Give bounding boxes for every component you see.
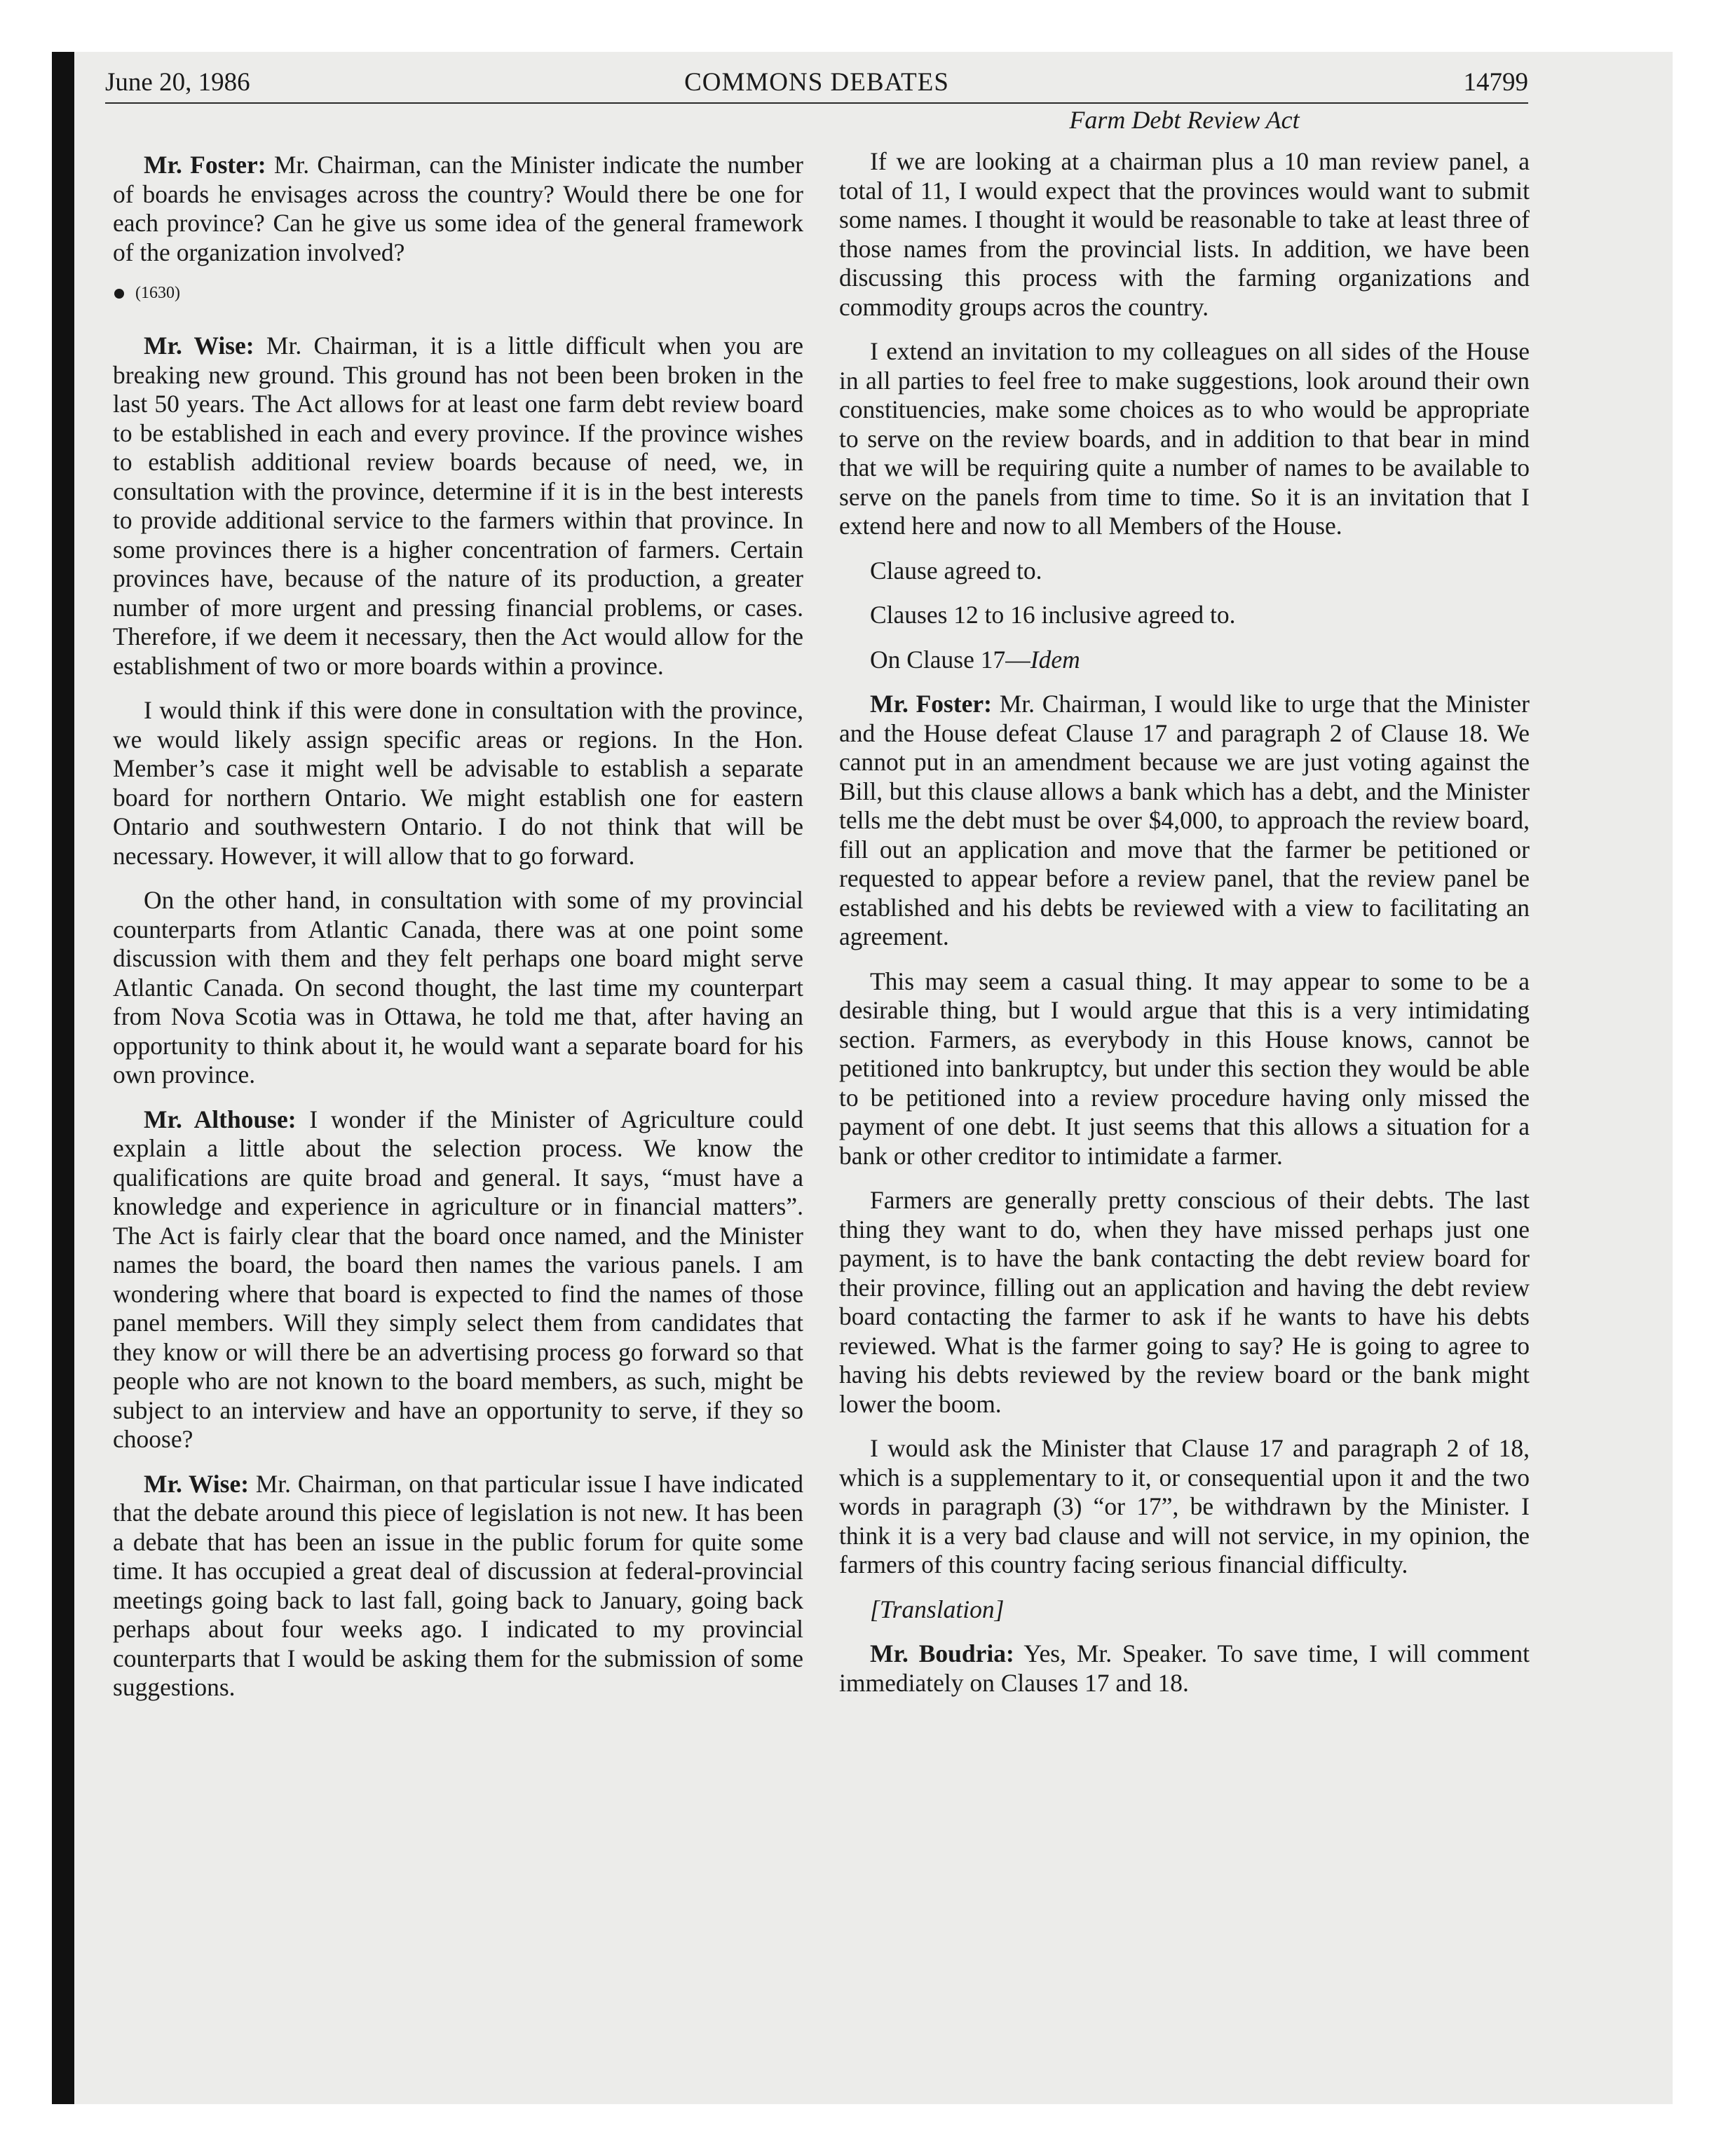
paragraph	[113, 1105, 803, 1454]
speaker-name: Mr. Boudria:	[870, 1639, 1014, 1667]
paragraph-text: Mr. Chairman, I would like to urge that the Minister and the House defeat Clause 17 and paragraph 2 of Clause 18. We cannot put in an amendment because we are just voting against the Bill, but this clause allows a bank which has a debt, and the Minister tells me the debt must be over $4,000, to approach the review board, fill out an application and move that the farmer be petitioned or requested to appear before a review panel, that the review panel be established and his debts be reviewed with a view to facilitating an agreement.	[839, 690, 1530, 950]
paragraph	[113, 151, 803, 267]
running-head: Farm Debt Review Act	[1069, 106, 1300, 134]
timestamp-text: (1630)	[135, 284, 180, 302]
paragraph-text: Mr. Chairman, on that particular issue I have indicated that the debate around this piece of legislation is not new. It has been a debate that has been an issue in the public forum for quite some time. It has occupied a great deal of discussion at federal-provincial meetings going back to last fall, going back to January, going back perhaps about four weeks ago. I indicated to my provincial counterparts that I would be asking them for the submission of some suggestions.	[113, 1469, 804, 1701]
header-title: COMMONS DEBATES	[684, 68, 949, 97]
paragraph-text: Yes, Mr. Speaker. To save time, I will comment immediately on Clauses 17 and 18.	[839, 1639, 1530, 1697]
paragraph	[113, 1470, 803, 1703]
bullet-icon	[114, 289, 124, 299]
translation-marker: [Translation]	[870, 1595, 1005, 1623]
paragraph: Farmers are generally pretty conscious of their debts. The last thing they want to do, when they have missed perhaps just one payment, is to have the bank contacting the debt review board for their province, filling out an application and having the debt review board contacting the farmer to ask if he wants to have his debts reviewed. What is the farmer going to say? He is going to agree to having his debts reviewed by the review board or the bank might lower the boom.	[839, 1186, 1530, 1418]
paragraph: On the other hand, in consultation with some of my provincial counterparts from Atlantic Canada, there was at one point some discussion with them and they felt perhaps one board might serve Atlantic Canada. On second thought, the last time my counterpart from Nova Scotia was in Ottawa, he told me that, after having an opportunity to think about it, he would want a separate board for his own province.	[113, 886, 803, 1089]
header-page-number: 14799	[1463, 68, 1528, 97]
header-date: June 20, 1986	[105, 68, 250, 97]
timestamp	[113, 282, 803, 303]
on-clause-heading	[839, 646, 1530, 675]
paragraph: This may seem a casual thing. It may appear to some to be a desirable thing, but I would argue that this is a very intimidating section. Farmers, as everybody in this House knows, cannot be petitioned into bankruptcy, but under this section they would be able to be petitioned into a review procedure having only missed the payment of one debt. It just seems that this allows a situation for a bank or other creditor to intimidate a farmer.	[839, 967, 1530, 1170]
clauses-agreed: Clauses 12 to 16 inclusive agreed to.	[870, 601, 1236, 629]
page-header	[105, 63, 1528, 104]
binding-edge	[52, 52, 74, 2104]
paragraph	[113, 332, 803, 681]
left-column	[113, 151, 803, 1718]
paragraph: I would think if this were done in consultation with the province, we would likely assign specific areas or regions. In the Hon. Member’s case it might well be advisable to establish a separate board for northern Ontario. We might establish one for eastern Ontario and southwestern Ontario. I do not think that will be necessary. However, it will allow that to go forward.	[113, 696, 803, 870]
on-clause-text: On Clause 17—	[870, 645, 1030, 674]
paragraph: I would ask the Minister that Clause 17 and paragraph 2 of 18, which is a supplementary to it, or consequential upon it and the two words in paragraph (3) “or 17”, be withdrawn by the Minister. I think it is a very bad clause and will not service, in my opinion, the farmers of this country facing serious financial difficulty.	[839, 1434, 1530, 1578]
speaker-name: Mr. Althouse:	[144, 1105, 297, 1133]
paragraph-text: Mr. Chairman, it is a little difficult when you are breaking new ground. This ground has not been been broken in the last 50 years. The Act allows for at least one farm debt review board to be established in each and every province. If the province wishes to establish additional review boards because of need, we, in consultation with the province, determine if it is in the best interests to provide additional service to the farmers within that province. In some provinces there is a higher concentration of farmers. Certain provinces have, because of the nature of its production, a greater number of more urgent and pressing financial problems, or cases. Therefore, if we deem it necessary, then the Act would allow for the establishment of two or more boards within a province.	[113, 332, 804, 680]
speaker-name: Mr. Foster:	[870, 690, 992, 718]
paragraph: I extend an invitation to my colleagues on all sides of the House in all parties to feel free to make suggestions, look around their own constituencies, make some choices as to who would be appropriate to serve on the review boards, and in addition to that bear in mind that we will be requiring quite a number of names to be available to serve on the panels from time to time. So it is an invitation that I extend here and now to all Members of the House.	[839, 337, 1530, 540]
paragraph: If we are looking at a chairman plus a 10 man review panel, a total of 11, I would expect that the provinces would want to submit some names. I thought it would be reasonable to take at least three of those names from the provincial lists. In addition, we have been discussing this process with the farming organizations and commodity groups acros the country.	[839, 147, 1530, 321]
idem-text: Idem	[1030, 645, 1080, 674]
paragraph	[839, 1639, 1530, 1698]
speaker-name: Mr. Wise:	[144, 1469, 250, 1498]
clause-agreed: Clause agreed to.	[870, 556, 1042, 585]
right-column	[839, 105, 1530, 1713]
paragraph	[839, 690, 1530, 952]
speaker-name: Mr. Wise:	[144, 332, 254, 360]
speaker-name: Mr. Foster:	[144, 151, 266, 179]
paragraph-text: I wonder if the Minister of Agriculture could explain a little about the selection process. We know the qualifications are quite broad and general. It says, “must have a knowledge and experience in agriculture or in financial matters”. The Act is fairly clear that the board once named, and the Minister names the board, the board then names the various panels. I am wondering where that board is expected to find the names of those panel members. Will they simply select them from candidates that they know or will there be an advertising process go forward so that people who are not known to the board members, as such, might be subject to an interview and have an opportunity to serve, if they so choose?	[113, 1105, 804, 1453]
paragraph-text: Mr. Chairman, can the Minister indicate the number of boards he envisages across the country? Would there be one for each province? Can he give us some idea of the general framework of the organization involved?	[113, 151, 803, 266]
